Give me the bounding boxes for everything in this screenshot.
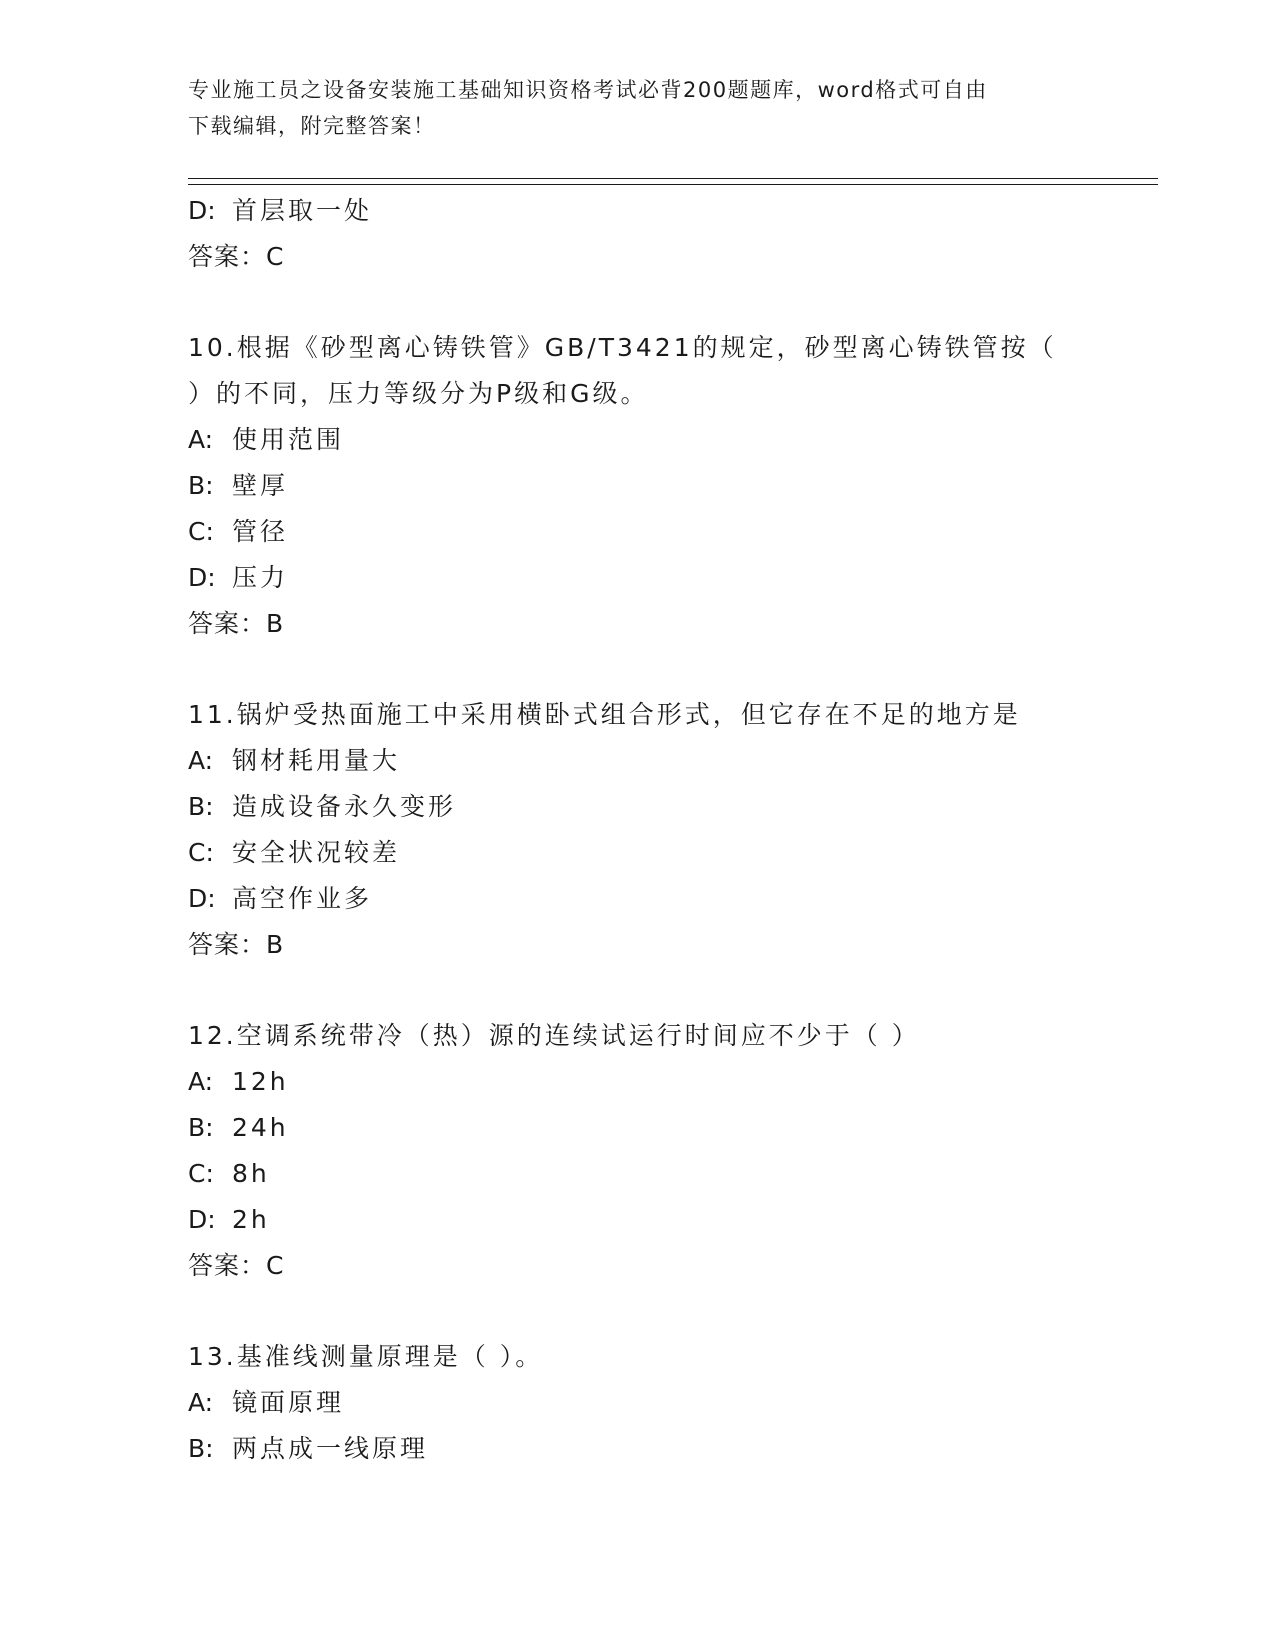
option-d [188,876,1088,922]
option-text: 镜面原理 [232,1388,345,1417]
option-c [188,830,1088,876]
option-b [188,463,1088,509]
option-text: 12h [232,1067,289,1096]
option-c [188,509,1088,555]
option-key: C: [188,517,214,546]
option-key: A: [188,1067,214,1096]
question-text-line-1: 11.锅炉受热面施工中采用横卧式组合形式，但它存在不足的地方是 [188,700,1021,729]
question-block [188,1334,1088,1472]
option-text: 安全状况较差 [232,838,401,867]
option-a [188,417,1088,463]
option-b [188,1105,1088,1151]
question-text-line-1: 10.根据《砂型离心铸铁管》GB/T3421的规定，砂型离心铸铁管按（ [188,333,1057,362]
option-text: 24h [232,1113,289,1142]
option-text: 2h [232,1205,270,1234]
option-text: 8h [232,1159,270,1188]
answer-line: 答案：B [188,930,285,959]
option-key: A: [188,746,214,775]
option-key: A: [188,425,214,454]
option-text: 管径 [232,517,289,546]
option-text: 首层取一处 [232,196,373,225]
question-list [188,188,1088,1472]
option-a [188,1380,1088,1426]
option-a [188,1059,1088,1105]
question-text-line-1: 12.空调系统带冷（热）源的连续试运行时间应不少于（ ） [188,1021,920,1050]
answer-line: 答案：C [188,242,285,271]
header-divider-bottom [188,184,1158,185]
option-key: B: [188,471,214,500]
question-block [188,325,1088,647]
option-key: D: [188,196,216,225]
option-key: C: [188,1159,214,1188]
option-text: 高空作业多 [232,884,373,913]
header-divider-top [188,178,1158,179]
option-d [188,555,1088,601]
answer-line: 答案：B [188,609,285,638]
answer-line: 答案：C [188,1251,285,1280]
option-text: 使用范围 [232,425,345,454]
option-key: B: [188,1434,214,1463]
option-d [188,1197,1088,1243]
option-key: D: [188,563,216,592]
option-key: B: [188,1113,214,1142]
question-text-line-1: 13.基准线测量原理是（ ）。 [188,1342,544,1371]
question-block [188,692,1088,968]
option-text: 压力 [232,563,289,592]
option-text: 钢材耗用量大 [232,746,401,775]
option-text: 壁厚 [232,471,289,500]
question-block [188,1013,1088,1289]
option-d [188,188,1088,234]
option-c [188,1151,1088,1197]
option-key: A: [188,1388,214,1417]
question-text-line-2: ）的不同，压力等级分为P级和G级。 [188,379,649,408]
header-line-2: 下载编辑，附完整答案！ [188,114,436,138]
option-a [188,738,1088,784]
option-key: D: [188,1205,216,1234]
option-key: D: [188,884,216,913]
document-header [188,72,1088,144]
option-b [188,1426,1088,1472]
header-line-1: 专业施工员之设备安装施工基础知识资格考试必背200题题库，word格式可自由 [188,78,988,102]
option-b [188,784,1088,830]
option-text: 造成设备永久变形 [232,792,457,821]
option-key: B: [188,792,214,821]
option-key: C: [188,838,214,867]
option-text: 两点成一线原理 [232,1434,429,1463]
